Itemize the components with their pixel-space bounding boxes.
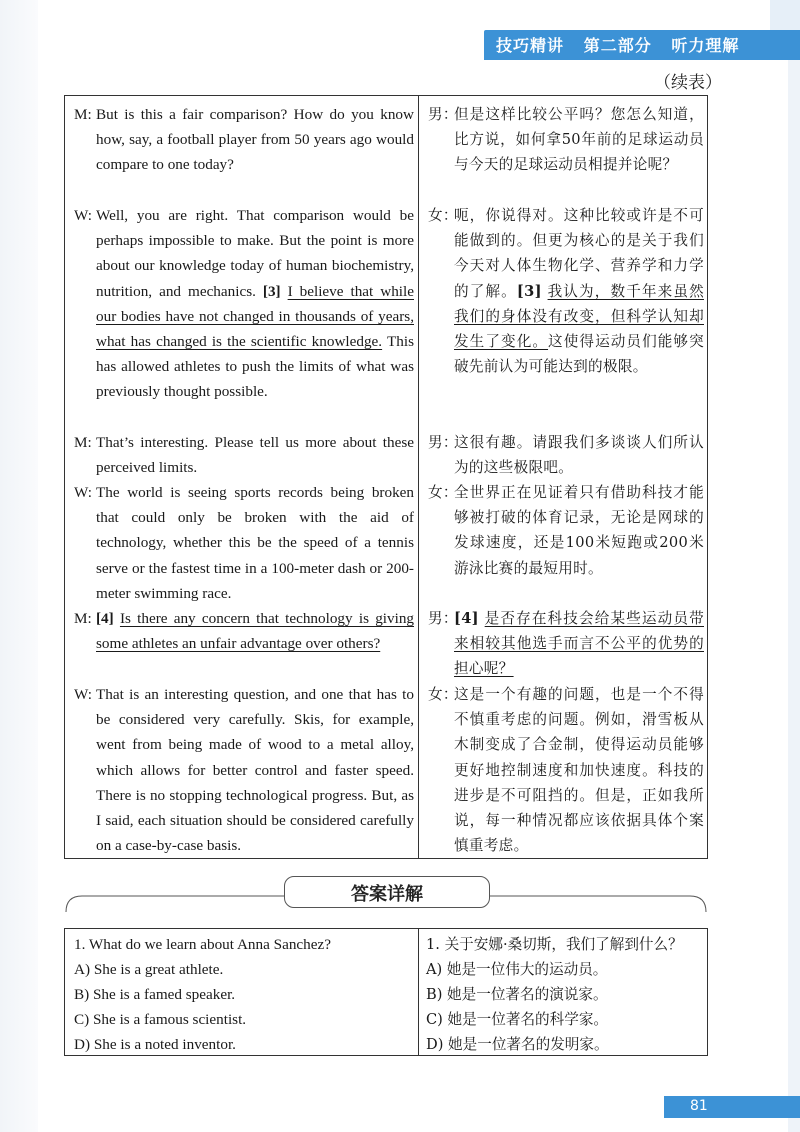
column-divider [418, 95, 419, 859]
page-number-bar [664, 1096, 800, 1118]
text-span: 但是这样比较公平吗？您怎么知道，比方说，如何拿50年前的足球运动员与今天的足球运动员相提并论呢？ [454, 106, 704, 174]
answer-option: D) She is a noted inventor. [74, 1036, 236, 1053]
question-tag: [3] [262, 282, 281, 300]
dialogue-turn-en [74, 102, 414, 203]
answer-option-zh: D) 她是一位著名的发明家。 [426, 1036, 609, 1053]
dialogue-turn-zh [428, 203, 704, 430]
question-text: 1. What do we learn about Anna Sanchez? [74, 936, 331, 953]
answer-option: A) She is a great athlete. [74, 961, 224, 978]
answer-chinese [426, 932, 706, 1057]
dialogue-turn-en [74, 480, 414, 606]
speaker-label: M: [74, 610, 92, 627]
dialogue-turn-en [74, 606, 414, 682]
chinese-column [428, 102, 704, 858]
question-tag: [4] [96, 610, 114, 627]
page-number: 81 [690, 1098, 708, 1114]
corner-decoration [770, 0, 800, 30]
key-sentence: 是否存在科技会给某些运动员带来相较其他选手而言不公平的优势的担心呢？ [454, 610, 704, 678]
dialogue-turn-zh [428, 480, 704, 606]
key-sentence: I believe that while our bodies have not changed in thousands of years, what has changed is the scientific knowledge. [96, 282, 414, 351]
answer-english [74, 932, 414, 1057]
text-span: But is this a fair comparison? How do you know how, say, a football player from 50 years ago would compare to one today? [96, 106, 414, 174]
dialogue-turn-zh [428, 682, 704, 858]
key-sentence: 我认为，数千年来虽然我们的身体没有改变，但科学认知却发生了变化。 [454, 282, 704, 351]
text-span [281, 283, 288, 300]
question-text-zh: 1. 关于安娜·桑切斯，我们了解到什么？ [426, 936, 683, 953]
answer-option: C) She is a famous scientist. [74, 1011, 247, 1028]
dialogue-turn-zh [428, 102, 704, 203]
dialogue-turn-zh [428, 430, 704, 480]
dialogue-turn-en [74, 203, 414, 430]
key-sentence: Is there any concern that technology is giving some athletes an unfair advantage over others? [96, 610, 415, 653]
question-tag: [3] [516, 282, 542, 300]
dialogue-turn-zh [428, 606, 704, 682]
dialogue-turn-en [74, 682, 414, 858]
speaker-label: M: [74, 434, 92, 451]
answer-option: B) She is a famed speaker. [74, 986, 236, 1003]
speaker-label: 男： [428, 610, 458, 627]
speaker-label: M: [74, 106, 92, 123]
text-span: 呃，你说得对。这种比较或许是不可能做到的。但更为核心的是关于我们今天对人体生物化学、营养学和力学的了解。 [454, 207, 704, 300]
continued-label: （续表） [654, 73, 722, 93]
answer-column-divider [418, 928, 419, 1056]
section-title: 答案详解 [351, 884, 423, 905]
answer-option-zh: A) 她是一位伟大的运动员。 [426, 961, 608, 978]
header-title: 技巧精讲 第二部分 听力理解 [496, 36, 740, 55]
text-span: The world is seeing sports records being broken that could only be broken with the aid of technology, whether this be the speed of a tennis serve or the fastest time in a 100-meter dash or 200-meter swimming race. [96, 484, 414, 602]
speaker-label: 女： [428, 484, 458, 501]
text-span: 这是一个有趣的问题，也是一个不得不慎重考虑的问题。例如，滑雪板从木制变成了合金制，使得运动员能够更好地控制速度和加快速度。科技的进步是不可阻挡的。但是，正如我所说，每一种情况都应该依据具体个案慎重考虑。 [454, 686, 704, 855]
speaker-label: 女： [428, 207, 458, 224]
text-span: That is an interesting question, and one that has to be considered very carefully. Skis, for example, went from being made of wood to a metal alloy, which allows for better control and faster speed. There is no stopping technological progress. But, as I said, each situation should be considered carefully on a case-by-case basis. [96, 686, 414, 855]
text-span: 这使得运动员们能够突破先前认为可能达到的极限。 [454, 333, 704, 376]
dialogue-turn-en [74, 430, 414, 480]
english-column [74, 102, 414, 858]
speaker-label: W: [74, 484, 92, 501]
speaker-label: 男： [428, 106, 458, 123]
speaker-label: W: [74, 207, 92, 224]
text-span: 全世界正在见证着只有借助科技才能够被打破的体育记录，无论是网球的发球速度，还是100米短跑或200米游泳比赛的最短用时。 [454, 484, 704, 577]
right-edge-decoration [788, 60, 800, 1132]
speaker-label: W: [74, 686, 92, 703]
speaker-label: 女： [428, 686, 458, 703]
text-span: 这很有趣。请跟我们多谈谈人们所认为的这些极限吧。 [454, 434, 704, 477]
text-span: Well, you are right. That comparison would be perhaps impossible to make. But the point is more about our knowledge today of human biochemistry, nutrition, and mechanics. [96, 207, 414, 300]
left-margin-stripe [0, 0, 38, 1132]
answer-option-zh: C) 她是一位著名的科学家。 [426, 1011, 609, 1028]
speaker-label: 男： [428, 434, 458, 451]
text-span: This has allowed athletes to push the limits of what was previously thought possible. [96, 333, 414, 401]
question-tag: [4] [454, 610, 479, 627]
text-span: That’s interesting. Please tell us more about these perceived limits. [96, 434, 414, 477]
answer-option-zh: B) 她是一位著名的演说家。 [426, 986, 608, 1003]
